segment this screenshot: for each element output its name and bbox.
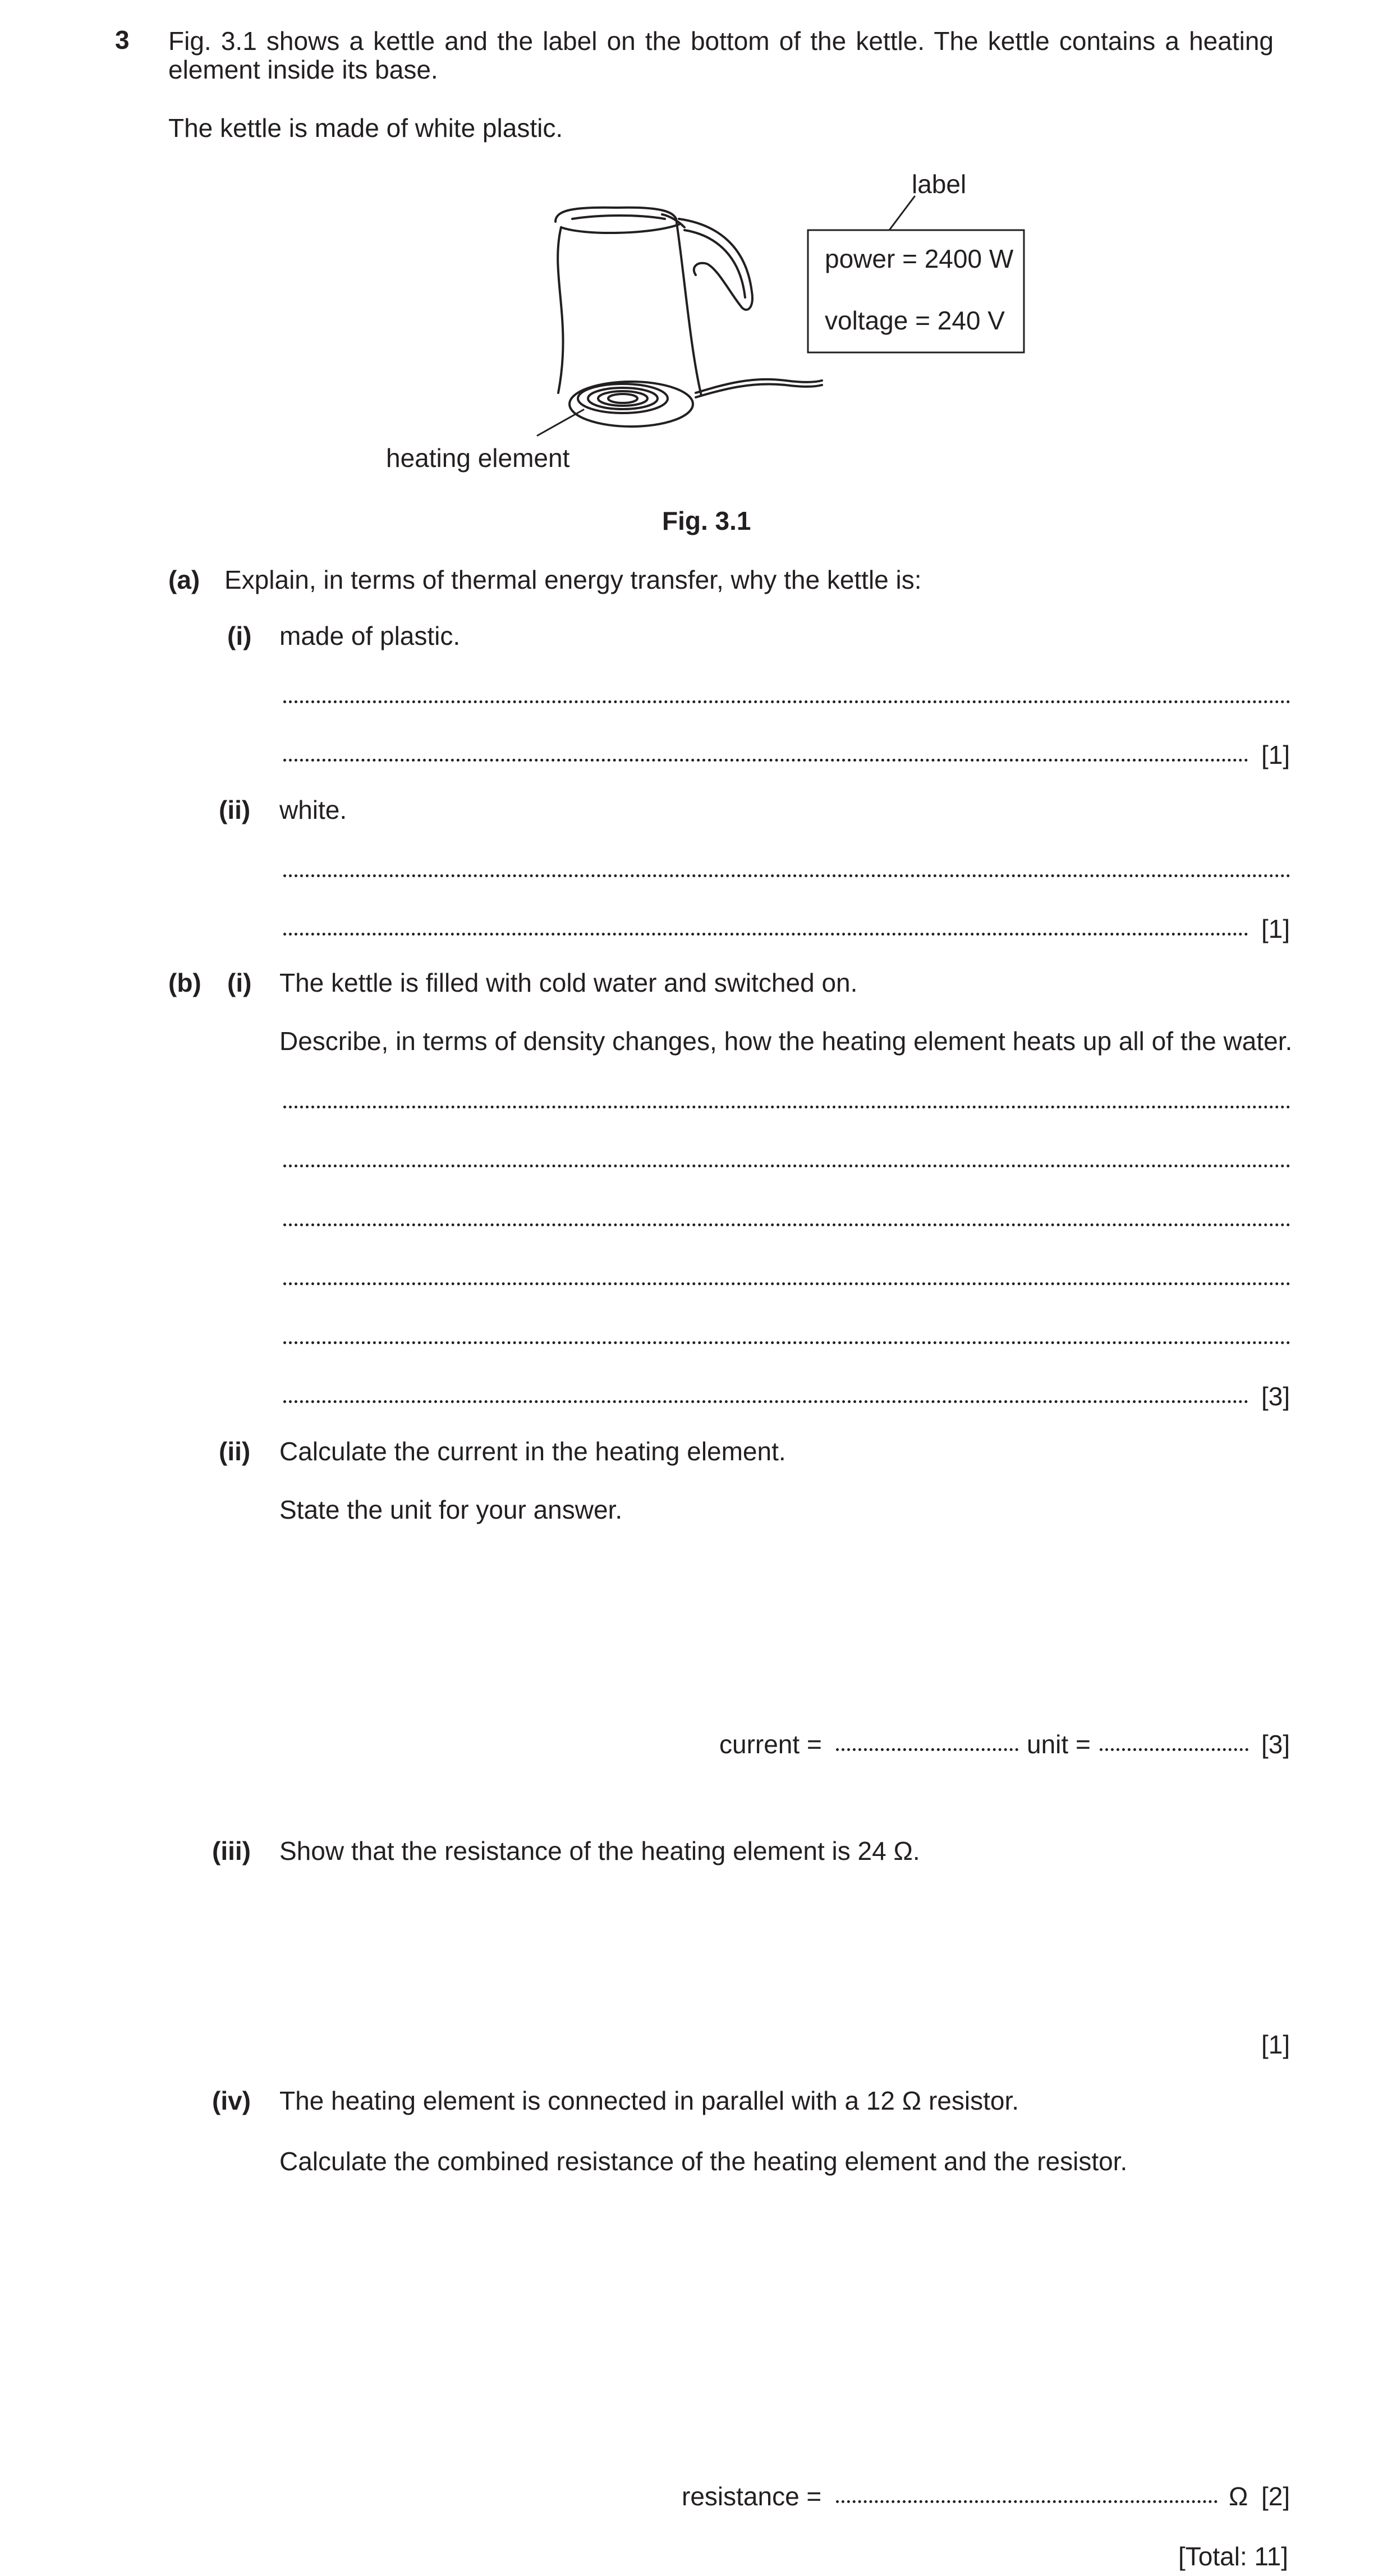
part-a-ii-numeral: (ii) bbox=[219, 795, 251, 824]
part-a-i-numeral: (i) bbox=[227, 621, 252, 650]
marks-label: [1] bbox=[1261, 740, 1290, 769]
kettle-body bbox=[558, 227, 563, 393]
answer-line[interactable] bbox=[283, 1282, 1290, 1285]
label-pointer-text: label bbox=[912, 169, 967, 199]
question-intro: Fig. 3.1 shows a kettle and the label on the bottom of the kettle. The kettle contains a heating element inside its base. bbox=[168, 26, 1274, 84]
part-b-iv-prompt: Calculate the combined resistance of the heating element and the resistor. bbox=[279, 2147, 1128, 2176]
part-b-iv-text: The heating element is connected in parallel with a 12 Ω resistor. bbox=[279, 2086, 1019, 2115]
part-a-ii-text: white. bbox=[279, 795, 347, 824]
marks-label: [3] bbox=[1261, 1382, 1290, 1411]
answer-line[interactable] bbox=[283, 759, 1248, 762]
part-b-ii-text: Calculate the current in the heating element. bbox=[279, 1437, 786, 1466]
power-rating-text: power = 2400 W bbox=[825, 244, 1014, 273]
part-b-iii-numeral: (iii) bbox=[212, 1836, 251, 1865]
answer-line[interactable] bbox=[283, 874, 1290, 877]
answer-line[interactable] bbox=[283, 1106, 1290, 1108]
current-label: current = bbox=[719, 1730, 822, 1759]
unit-label: unit = bbox=[1027, 1730, 1091, 1759]
heating-coil-icon bbox=[578, 384, 668, 413]
part-b-ii-prompt: State the unit for your answer. bbox=[279, 1495, 623, 1524]
kettle-handle bbox=[679, 219, 752, 310]
figure-caption: Fig. 3.1 bbox=[662, 506, 751, 535]
answer-line[interactable] bbox=[283, 700, 1290, 703]
marks-label: [2] bbox=[1261, 2482, 1290, 2511]
part-a-i-text: made of plastic. bbox=[279, 621, 461, 650]
resistance-label: resistance = bbox=[682, 2482, 822, 2511]
part-b-i-numeral: (i) bbox=[227, 968, 252, 997]
kettle-material-text: The kettle is made of white plastic. bbox=[168, 113, 563, 143]
resistance-answer-field[interactable] bbox=[836, 2500, 1218, 2503]
part-b-i-text: The kettle is filled with cold water and switched on. bbox=[279, 968, 858, 997]
part-b-iii-text: Show that the resistance of the heating element is 24 Ω. bbox=[279, 1836, 920, 1865]
marks-label: [1] bbox=[1261, 914, 1290, 943]
answer-line[interactable] bbox=[283, 1341, 1290, 1344]
answer-line[interactable] bbox=[283, 1400, 1248, 1403]
current-answer-field[interactable] bbox=[836, 1748, 1018, 1751]
marks-label: [1] bbox=[1261, 2030, 1290, 2059]
heating-element-pointer-line bbox=[537, 410, 584, 436]
total-marks: [Total: 11] bbox=[1178, 2542, 1289, 2571]
part-b-letter: (b) bbox=[168, 968, 201, 997]
heating-element-pointer-text: heating element bbox=[386, 443, 570, 473]
answer-line[interactable] bbox=[283, 1165, 1290, 1167]
label-pointer-line bbox=[889, 196, 915, 230]
marks-label: [3] bbox=[1261, 1730, 1290, 1759]
part-b-i-prompt: Describe, in terms of density changes, how the heating element heats up all of the water. bbox=[279, 1026, 1293, 1056]
question-number: 3 bbox=[115, 25, 130, 54]
unit-answer-field[interactable] bbox=[1100, 1748, 1248, 1751]
answer-line[interactable] bbox=[283, 1223, 1290, 1226]
part-a-stem: Explain, in terms of thermal energy transfer, why the kettle is: bbox=[224, 565, 922, 594]
voltage-rating-text: voltage = 240 V bbox=[825, 306, 1005, 335]
part-b-iv-numeral: (iv) bbox=[212, 2086, 251, 2115]
part-b-ii-numeral: (ii) bbox=[219, 1437, 251, 1466]
part-a-letter: (a) bbox=[168, 565, 200, 594]
ohm-unit-symbol: Ω bbox=[1229, 2482, 1248, 2511]
answer-line[interactable] bbox=[283, 933, 1248, 936]
